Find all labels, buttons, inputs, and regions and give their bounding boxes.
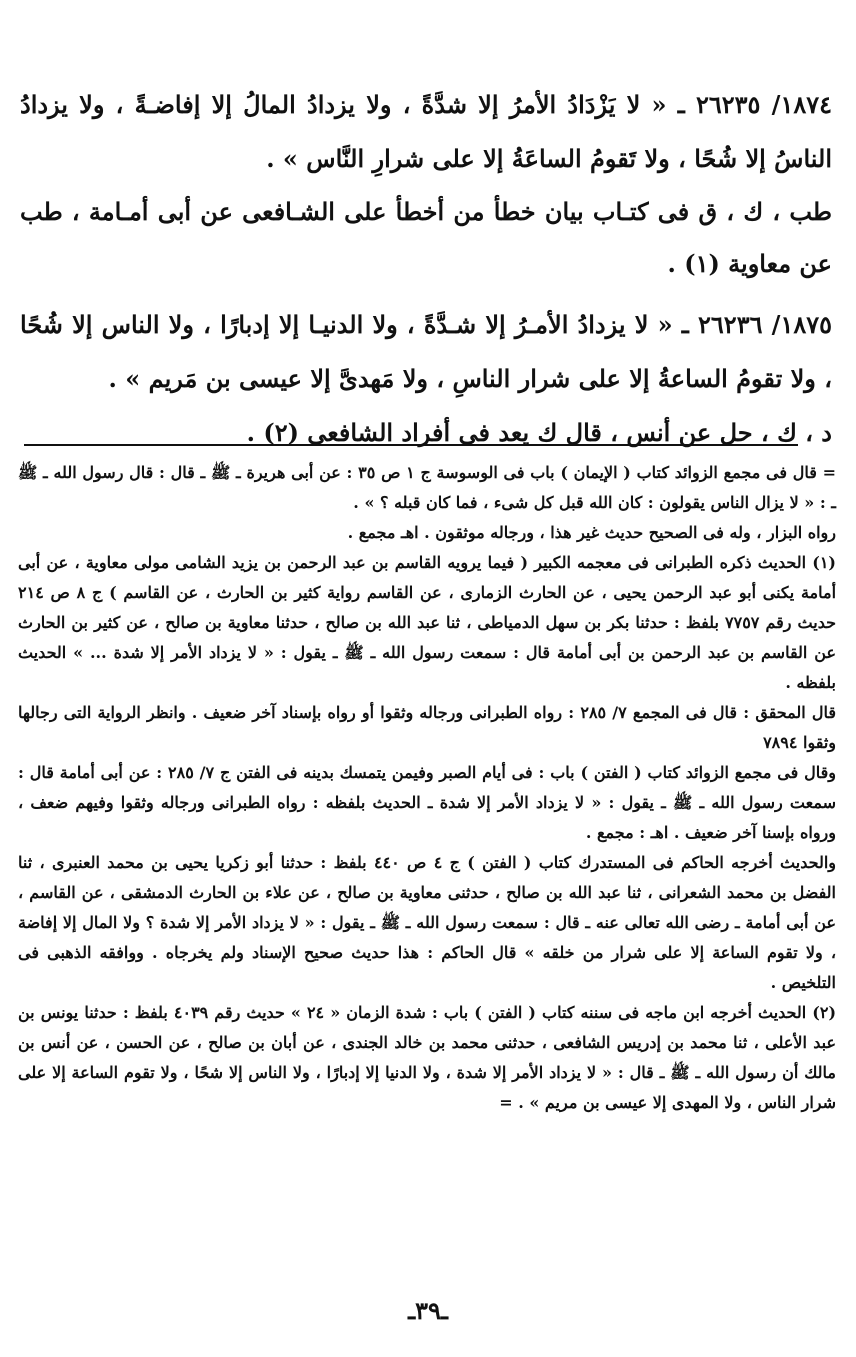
footnote-1-hakim: والحديث أخرجه الحاكم فى المستدرك كتاب ( الفتن ) ج ٤ ص ٤٤٠ بلفظ : حدثنا أبو زكريا يحيى بن محمد العنبرى ، ثنا الفضل بن محمد الشعرانى ، ثنا عبد الله بن صالح ، حدثنى معاوية بن صالح ، عن علاء بن الحارث الدمشقى ، عن القاسم ، عن أبى أمامة ـ رضى الله تعالى عنه ـ قال : سمعت رسول الله ـ ﷺ ـ يقول : « لا يزداد الأمر إلا شدة ؟ ولا المال إلا إفاضة ، ولا تقوم الساعة إلا على شرار من خلقه » قال الحاكم : هذا حديث صحيح الإسناد ولم يخرجاه . ووافقه الذهبى فى التلخيص . [18, 853, 836, 992]
footnote-continuation: = قال فى مجمع الزوائد كتاب ( الإيمان ) باب فى الوسوسة ج ١ ص ٣٥ : عن أبى هريرة ـ ﷺ ـ قال : قال رسول الله ـ ﷺ ـ : « لا يزال الناس يقولون : كان الله قبل كل شىء ، فما كان قبله ؟ » . [18, 463, 837, 512]
footnotes [18, 458, 836, 1118]
hadith-1874: ١٨٧٤/ ٢٦٢٣٥ ـ « لا يَزْدَادُ الأمرُ إلا شدَّةً ، ولا يزدادُ المالُ إلا إفاضـةً ، ولا يزدادُ الناسُ إلا شُحًا ، ولا تَقومُ الساعَةُ إلا على شرارِ النَّاس » . [20, 90, 832, 173]
main-text [20, 78, 832, 460]
footnote-separator [24, 444, 798, 446]
hadith-1875-sources: د ، ك ، حل عن أنس ، قال ك يعد فى أفراد الشافعى (٢) . [246, 418, 832, 447]
footnote-1: (١) الحديث ذكره الطبرانى فى معجمه الكبير ( فيما يرويه القاسم بن عبد الرحمن بن يزيد الشامى مولى معاوية ، عن أبى أمامة يكنى أبو عبد الرحمن يحيى ، عن الحارث الزمارى ، عن القاسم رواية كثير بن الحارث ، عن القاسم ) ج ٨ ص ٢١٤ حديث رقم ٧٧٥٧ بلفظ : حدثنا بكر بن سهل الدمياطى ، ثنا عبد الله بن صالح ، حدثنا معاوية بن صالح ، عن كثير بن الحارث عن القاسم بن عبد الرحمن بن أبى أمامة قال : سمعت رسول الله ـ ﷺ ـ يقول : « لا يزداد الأمر إلا شدة ... » الحديث بلفظه . [18, 553, 837, 692]
page-number: ـ٣٩ـ [408, 1296, 448, 1325]
hadith-1875: ١٨٧٥/ ٢٦٢٣٦ ـ « لا يزدادُ الأمـرُ إلا شـدَّةً ، ولا الدنيـا إلا إدبارًا ، ولا الناس إلا شُحًا ، ولا تقومُ الساعةُ إلا على شرار الناسِ ، ولا مَهدىَّ إلا عيسى بن مَريم » . [20, 310, 832, 393]
footnote-1-editor-note: قال المحقق : قال فى المجمع ٧/ ٢٨٥ : رواه الطبرانى ورجاله وثقوا أو رواه بإسناد آخر ضعيف . وانظر الرواية التى رجالها وثقوا ٧٨٩٤ [18, 703, 837, 752]
footnote-continuation-source: رواه البزار ، وله فى الصحيح حديث غير هذا ، ورجاله موثقون . اهـ مجمع . [347, 523, 836, 542]
hadith-1874-sources: طب ، ك ، ق فى كتـاب بيان خطأ من أخطأ على الشـافعى عن أبى أمـامة ، طب عن معاوية (١) . [20, 197, 832, 278]
footnote-1-majma: وقال فى مجمع الزوائد كتاب ( الفتن ) باب : فى أيام الصبر وفيمن يتمسك بدينه فى الفتن ج ٧/ ٢٨٥ : عن أبى أمامة قال : سمعت رسول الله ـ ﷺ ـ يقول : « لا يزداد الأمر إلا شدة ـ الحديث بلفظه : رواه الطبرانى ورجاله وثقوا وفيهم ضعف ، ورواه بإسنا آخر ضعيف . اهـ : مجمع . [18, 763, 837, 842]
footnote-2: (٢) الحديث أخرجه ابن ماجه فى سننه كتاب ( الفتن ) باب : شدة الزمان « ٢٤ » حديث رقم ٤٠٣٩ بلفظ : حدثنا يونس بن عبد الأعلى ، ثنا محمد بن إدريس الشافعى ، حدثنى محمد بن خالد الجندى ، عن أبان بن صالح ، عن الحسن ، عن أنس بن مالك أن رسول الله ـ ﷺ ـ قال : « لا يزداد الأمر إلا شدة ، ولا الدنيا إلا إدبارًا ، ولا الناس إلا شحًا ، ولا تقوم الساعة إلا على شرار الناس ، ولا المهدى إلا عيسى بن مريم » . = [18, 1003, 837, 1112]
